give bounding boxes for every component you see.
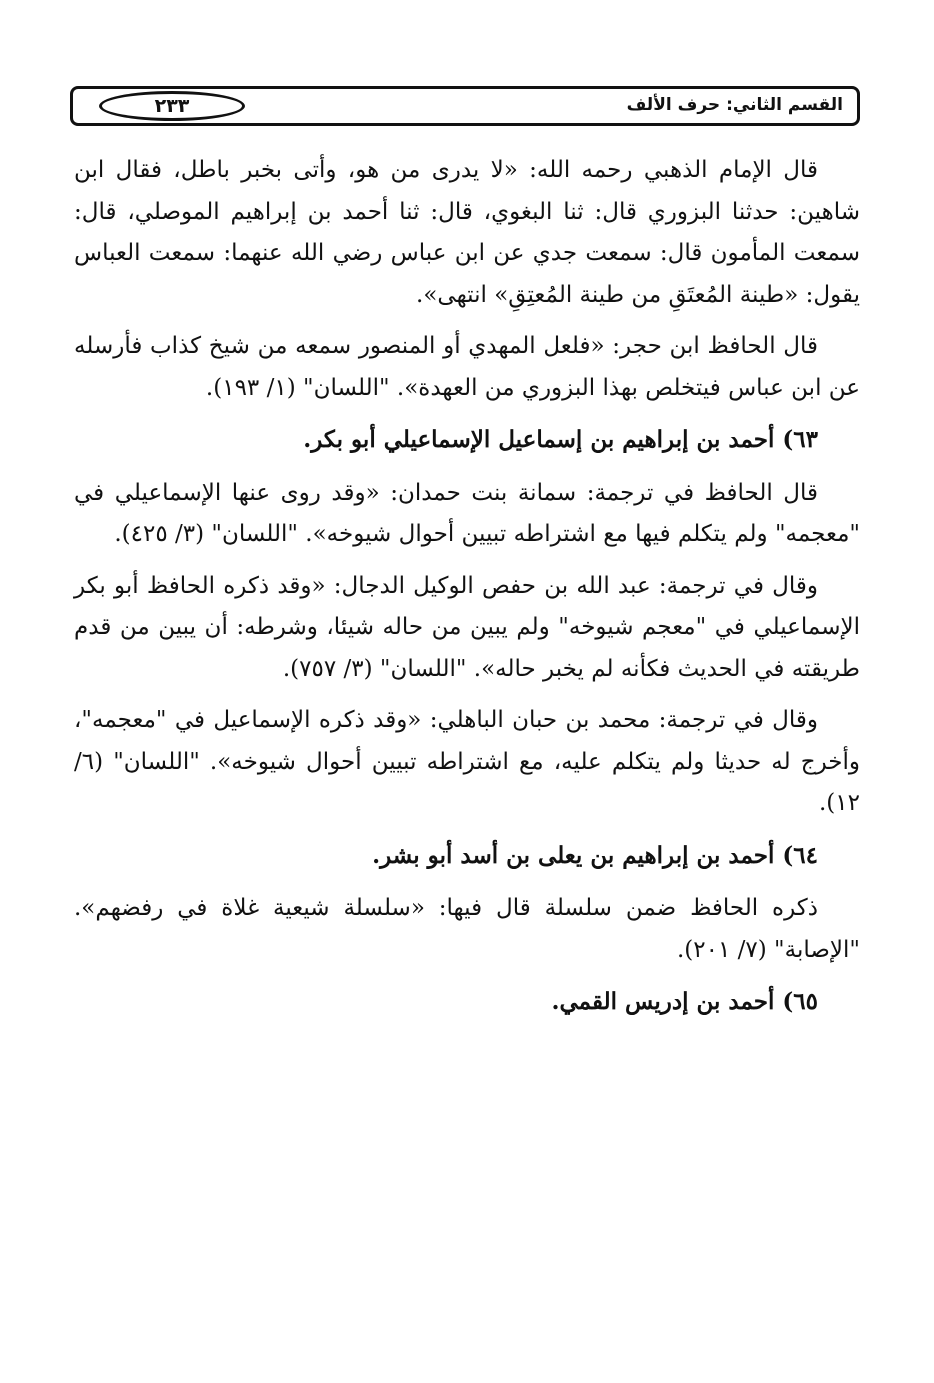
entry-heading: ٦٤) أحمد بن إبراهيم بن يعلى بن أسد أبو بشر. bbox=[372, 841, 818, 869]
entry-heading: ٦٥) أحمد بن إدريس القمي. bbox=[551, 988, 818, 1015]
section-title: القسم الثاني: حرف الألف bbox=[626, 95, 843, 115]
page-body bbox=[74, 150, 860, 1035]
paragraph: قال الحافظ ابن حجر: «فلعل المهدي أو المنصور سمعه من شيخ كذاب فأرسله عن ابن عباس فيتخلص بهذا البزوري من العهدة». "اللسان" (١/ ١٩٣). bbox=[74, 333, 860, 401]
page-header bbox=[70, 86, 860, 126]
paragraph: وقال في ترجمة: محمد بن حبان الباهلي: «وقد ذكره الإسماعيل في "معجمه"، وأخرج له حديثا ولم يتكلم عليه، مع اشتراطه تبيين أحوال شيوخه». "اللسان" (٦/ ١٢). bbox=[74, 707, 860, 816]
paragraph: قال الحافظ في ترجمة: سمانة بنت حمدان: «وقد روى عنها الإسماعيلي في "معجمه" ولم يتكلم فيها مع اشتراطه تبيين أحوال شيوخه». "اللسان" (٣/ ٤٢٥). bbox=[74, 479, 860, 547]
page-number: ٢٣٣ bbox=[99, 91, 245, 121]
paragraph: وقال في ترجمة: عبد الله بن حفص الوكيل الدجال: «وقد ذكره الحافظ أبو بكر الإسماعيلي في "معجم شيوخه" ولم يبين من حاله شيئا، وشرطه: أن يبين من قدم طريقته في الحديث فكأنه لم يخبر حاله». "اللسان" (٣/ ٧٥٧). bbox=[74, 572, 860, 682]
paragraph: قال الإمام الذهبي رحمه الله: «لا يدرى من هو، وأتى بخبر باطل، فقال ابن شاهين: حدثنا البزوري قال: ثنا البغوي، قال: ثنا أحمد بن إبراهيم الموصلي، قال: سمعت المأمون قال: سمعت جدي عن ابن عباس رضي الله عنهما: سمعت العباس يقول: «طينة المُعتَقِ من طينة المُعتِقِ» انتهى». bbox=[74, 157, 860, 308]
paragraph: ذكره الحافظ ضمن سلسلة قال فيها: «سلسلة شيعية غلاة في رفضهم». "الإصابة" (٧/ ٢٠١). bbox=[74, 895, 860, 963]
entry-heading: ٦٣) أحمد بن إبراهيم بن إسماعيل الإسماعيلي أبو بكر. bbox=[303, 426, 818, 453]
